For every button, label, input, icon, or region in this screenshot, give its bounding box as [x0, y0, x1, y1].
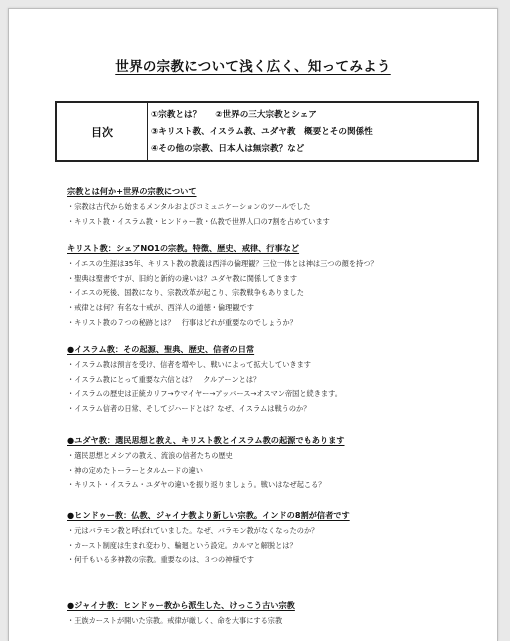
section-christianity	[67, 242, 487, 331]
toc-line-1	[151, 107, 477, 124]
list-item: ・ キリスト教・イスラム教・ヒンドゥー教・仏教で世界人口の7割を占めています	[67, 215, 487, 230]
section-heading: キリスト教：シェアNO1の宗教。特徴、歴史、戒律、行事など	[67, 243, 300, 253]
list-item: ・ 戒律とは何？有名な十戒が、西洋人の道徳・倫理観です	[67, 301, 487, 316]
section-heading: ●イスラム教：その起源、聖典、歴史、信者の日常	[67, 344, 255, 354]
list-item: ・ イスラムの歴史は正統カリフ→ウマイヤー→アッバース→オスマン帝国と続きます。	[67, 387, 487, 402]
section-judaism	[67, 434, 487, 493]
section-hinduism	[67, 509, 487, 568]
list-item: ・ 王族カーストが開いた宗教。戒律が厳しく、命を大事にする宗教	[67, 614, 487, 629]
list-item: ・ キリスト・イスラム・ユダヤの違いを振り返りましょう。戦いはなぜ起こる？	[67, 478, 487, 493]
toc-label: 目次	[57, 103, 148, 160]
document-page	[8, 8, 498, 641]
toc-item-3: ③キリスト教、イスラム教、ユダヤ教 概要とその関係性	[151, 127, 373, 137]
toc-item-1: ①宗教とは？	[151, 110, 202, 120]
bullet-list	[67, 257, 487, 331]
section-jainism	[67, 599, 487, 629]
list-item: ・ イスラム信者の日常、そしてジハードとは？なぜ、イスラムは戦うのか？	[67, 402, 487, 417]
list-item: ・ イスラム教は預言を受け、信者を増やし、戦いによって拡大していきます	[67, 358, 487, 373]
bullet-list	[67, 614, 487, 629]
bullet-list	[67, 524, 487, 568]
toc-item-4: ④その他の宗教、日本人は無宗教？など	[151, 144, 305, 154]
list-item: ・ 宗教は古代から始まるメンタルおよびコミュニケーションのツールでした	[67, 200, 487, 215]
list-item: ・ 選民思想とメシアの教え、流浪の信者たちの歴史	[67, 449, 487, 464]
bullet-list	[67, 358, 487, 417]
list-item: ・ 何千もいる多神教の宗教。重要なのは、３つの神様です	[67, 553, 487, 568]
toc-lines	[148, 103, 477, 160]
list-item: ・ キリスト教の７つの秘跡とは？ 行事はどれが重要なのでしょうか？	[67, 316, 487, 331]
list-item: ・ イエスの生涯は35年、キリスト教の教義は西洋の倫理観？三位一体とは神は三つの顔を持つ？	[67, 257, 487, 272]
document-title: 世界の宗教について浅く広く、知ってみよう	[115, 59, 391, 75]
section-religion-overview	[67, 185, 487, 229]
toc-item-2: ②世界の三大宗教とシェア	[215, 110, 317, 120]
section-heading: ●ヒンドゥー教：仏教、ジャイナ教より新しい宗教。インドの8割が信者です	[67, 510, 350, 520]
list-item: ・ カースト制度は生まれ変わり、輪廻という設定。カルマと解脱とは？	[67, 539, 487, 554]
section-heading: ●ジャイナ教：ヒンドゥー教から派生した、けっこう古い宗教	[67, 600, 295, 610]
bullet-list	[67, 449, 487, 493]
list-item: ・ イエスの死後、国教になり、宗教改革が起こり、宗教戦争もありました	[67, 286, 487, 301]
list-item: ・ 神の定めたトーラーとタルムードの違い	[67, 464, 487, 479]
list-item: ・ 元はバラモン教と呼ばれていました。なぜ、バラモン教がなくなったのか？	[67, 524, 487, 539]
table-of-contents	[55, 101, 479, 162]
section-heading: ●ユダヤ教：選民思想と教え、キリスト教とイスラム教の起源でもあります	[67, 435, 345, 445]
bullet-list	[67, 200, 487, 229]
list-item: ・ 聖典は聖書ですが、旧約と新約の違いは？ユダヤ教に関係してきます	[67, 272, 487, 287]
section-islam	[67, 343, 487, 417]
section-heading: 宗教とは何か+世界の宗教について	[67, 186, 197, 196]
list-item: ・ イスラム教にとって重要な六信とは？ クルアーンとは？	[67, 373, 487, 388]
